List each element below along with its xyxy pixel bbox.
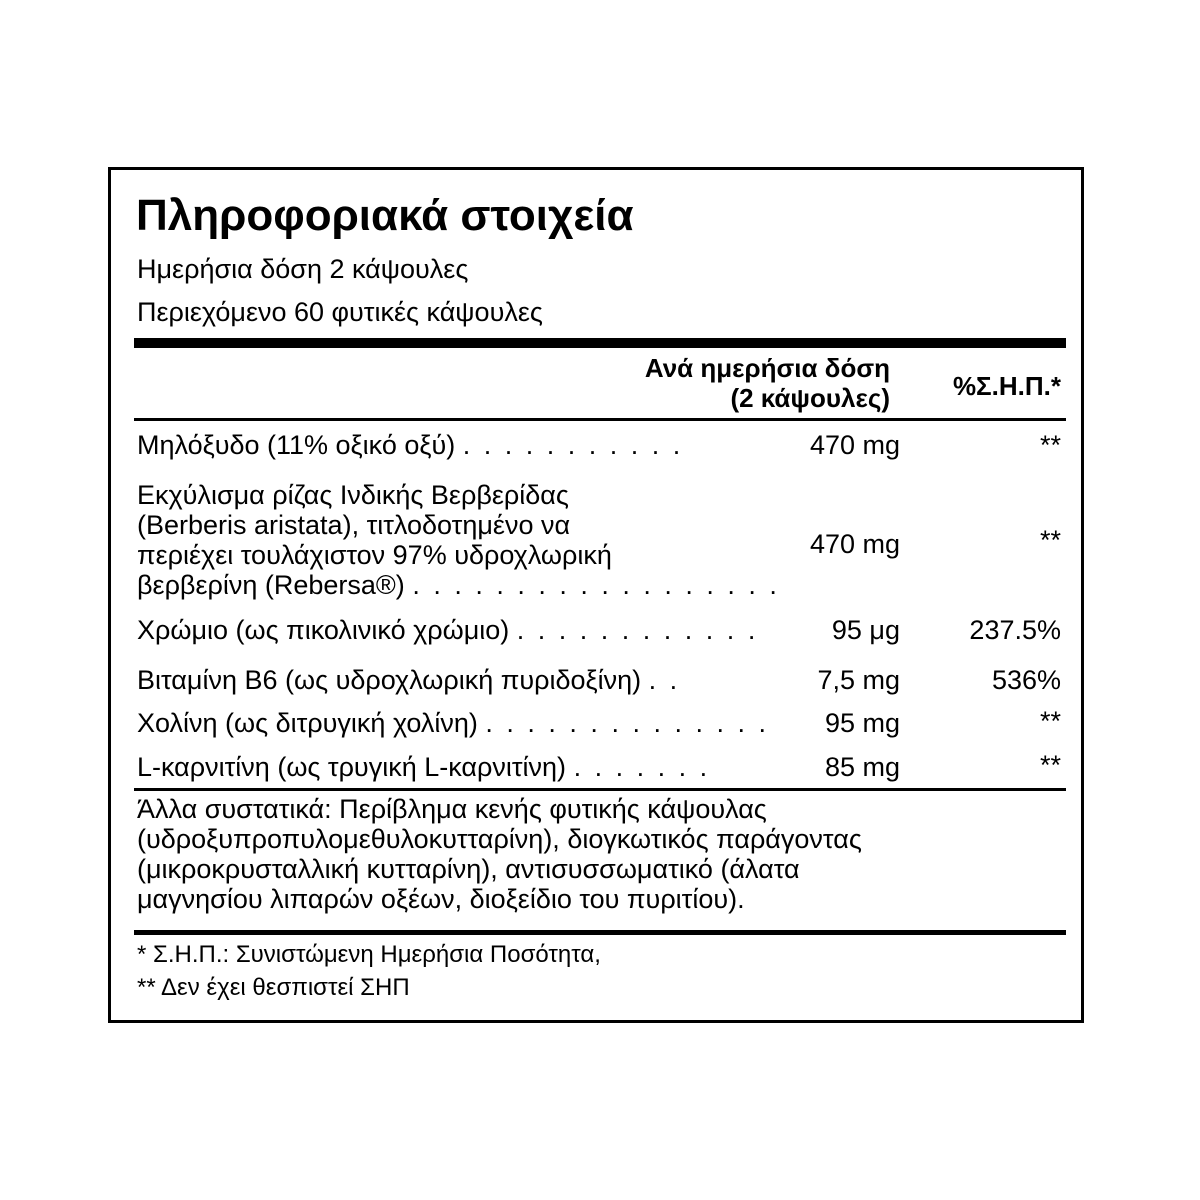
ingredient-amount: 95 μg: [831, 615, 900, 645]
leader-dots: . . . . . . . . . . . . . .: [485, 708, 769, 738]
ingredient-name: Εκχύλισμα ρίζας Ινδικής Βερβερίδας (Berberis aristata), τιτλοδοτημένο να περιέχει τουλάχιστον 97% υδροχλωρική βερβερίνη (Rebersa®) . . . . . . . . . . . . . . . . . .: [137, 480, 780, 600]
per-dose-header-line1: Ανά ημερήσια δόση: [644, 353, 890, 383]
leader-dots: . . . . . . . . . . . . . . . . . .: [412, 570, 780, 600]
panel-title: Πληροφοριακά στοιχεία: [136, 191, 634, 240]
ingredient-amount: 470 mg: [809, 529, 900, 559]
footnote-not-established: ** Δεν έχει θεσπιστεί ΣΗΠ: [137, 974, 410, 1001]
footnote-rdi: * Σ.Η.Π.: Συνιστώμενη Ημερήσια Ποσότητα,: [137, 941, 601, 968]
thick-divider: [134, 338, 1066, 348]
ingredient-name: L-καρνιτίνη (ως τρυγική L-καρνιτίνη) . . . . . . .: [137, 752, 711, 782]
leader-dots: . . . . . . . . . . .: [462, 430, 684, 460]
ingredients-divider: [134, 788, 1066, 791]
daily-dose-text: Ημερήσια δόση 2 κάψουλες: [137, 254, 469, 284]
per-dose-header: [645, 353, 890, 413]
footnote-divider: [134, 930, 1066, 935]
ingredient-rdi: **: [1039, 706, 1061, 736]
other-ingredients: Άλλα συστατικά: Περίβλημα κενής φυτικής κάψουλας (υδροξυπροπυλομεθυλοκυτταρίνη), διογκωτικός παράγοντας (μικροκρυσταλλική κυτταρίνη), αντισυσσωματικό (άλατα μαγνησίου λιπαρών οξέων, διοξείδιο του πυριτίου).: [137, 794, 862, 914]
ingredient-name: Βιταμίνη Β6 (ως υδροχλωρική πυριδοξίνη) . .: [137, 665, 681, 695]
ingredient-amount: 85 mg: [824, 752, 900, 782]
leader-dots: . . . . . . .: [573, 752, 711, 782]
ingredient-rdi: **: [1039, 525, 1061, 555]
ingredient-name: Χολίνη (ως διτρυγική χολίνη) . . . . . . . . . . . . . .: [137, 708, 769, 738]
contents-text: Περιεχόμενο 60 φυτικές κάψουλες: [137, 297, 543, 327]
ingredient-amount: 95 mg: [824, 708, 900, 738]
header-divider: [134, 418, 1066, 421]
ingredient-amount: 470 mg: [809, 430, 900, 460]
ingredient-amount: 7,5 mg: [817, 665, 900, 695]
ingredient-rdi: **: [1039, 430, 1061, 460]
rdi-header: %Σ.Η.Π.*: [952, 371, 1061, 401]
ingredient-rdi: **: [1039, 750, 1061, 780]
ingredient-rdi: 237.5%: [969, 615, 1061, 645]
per-dose-header-line2: (2 κάψουλες): [730, 383, 890, 413]
ingredient-rdi: 536%: [991, 665, 1061, 695]
ingredient-name: Μηλόξυδο (11% οξικό οξύ) . . . . . . . . . . .: [137, 430, 684, 460]
leader-dots: . .: [648, 665, 681, 695]
leader-dots: . . . . . . . . . . . .: [516, 615, 759, 645]
ingredient-name: Χρώμιο (ως πικολινικό χρώμιο) . . . . . . . . . . . .: [137, 615, 759, 645]
